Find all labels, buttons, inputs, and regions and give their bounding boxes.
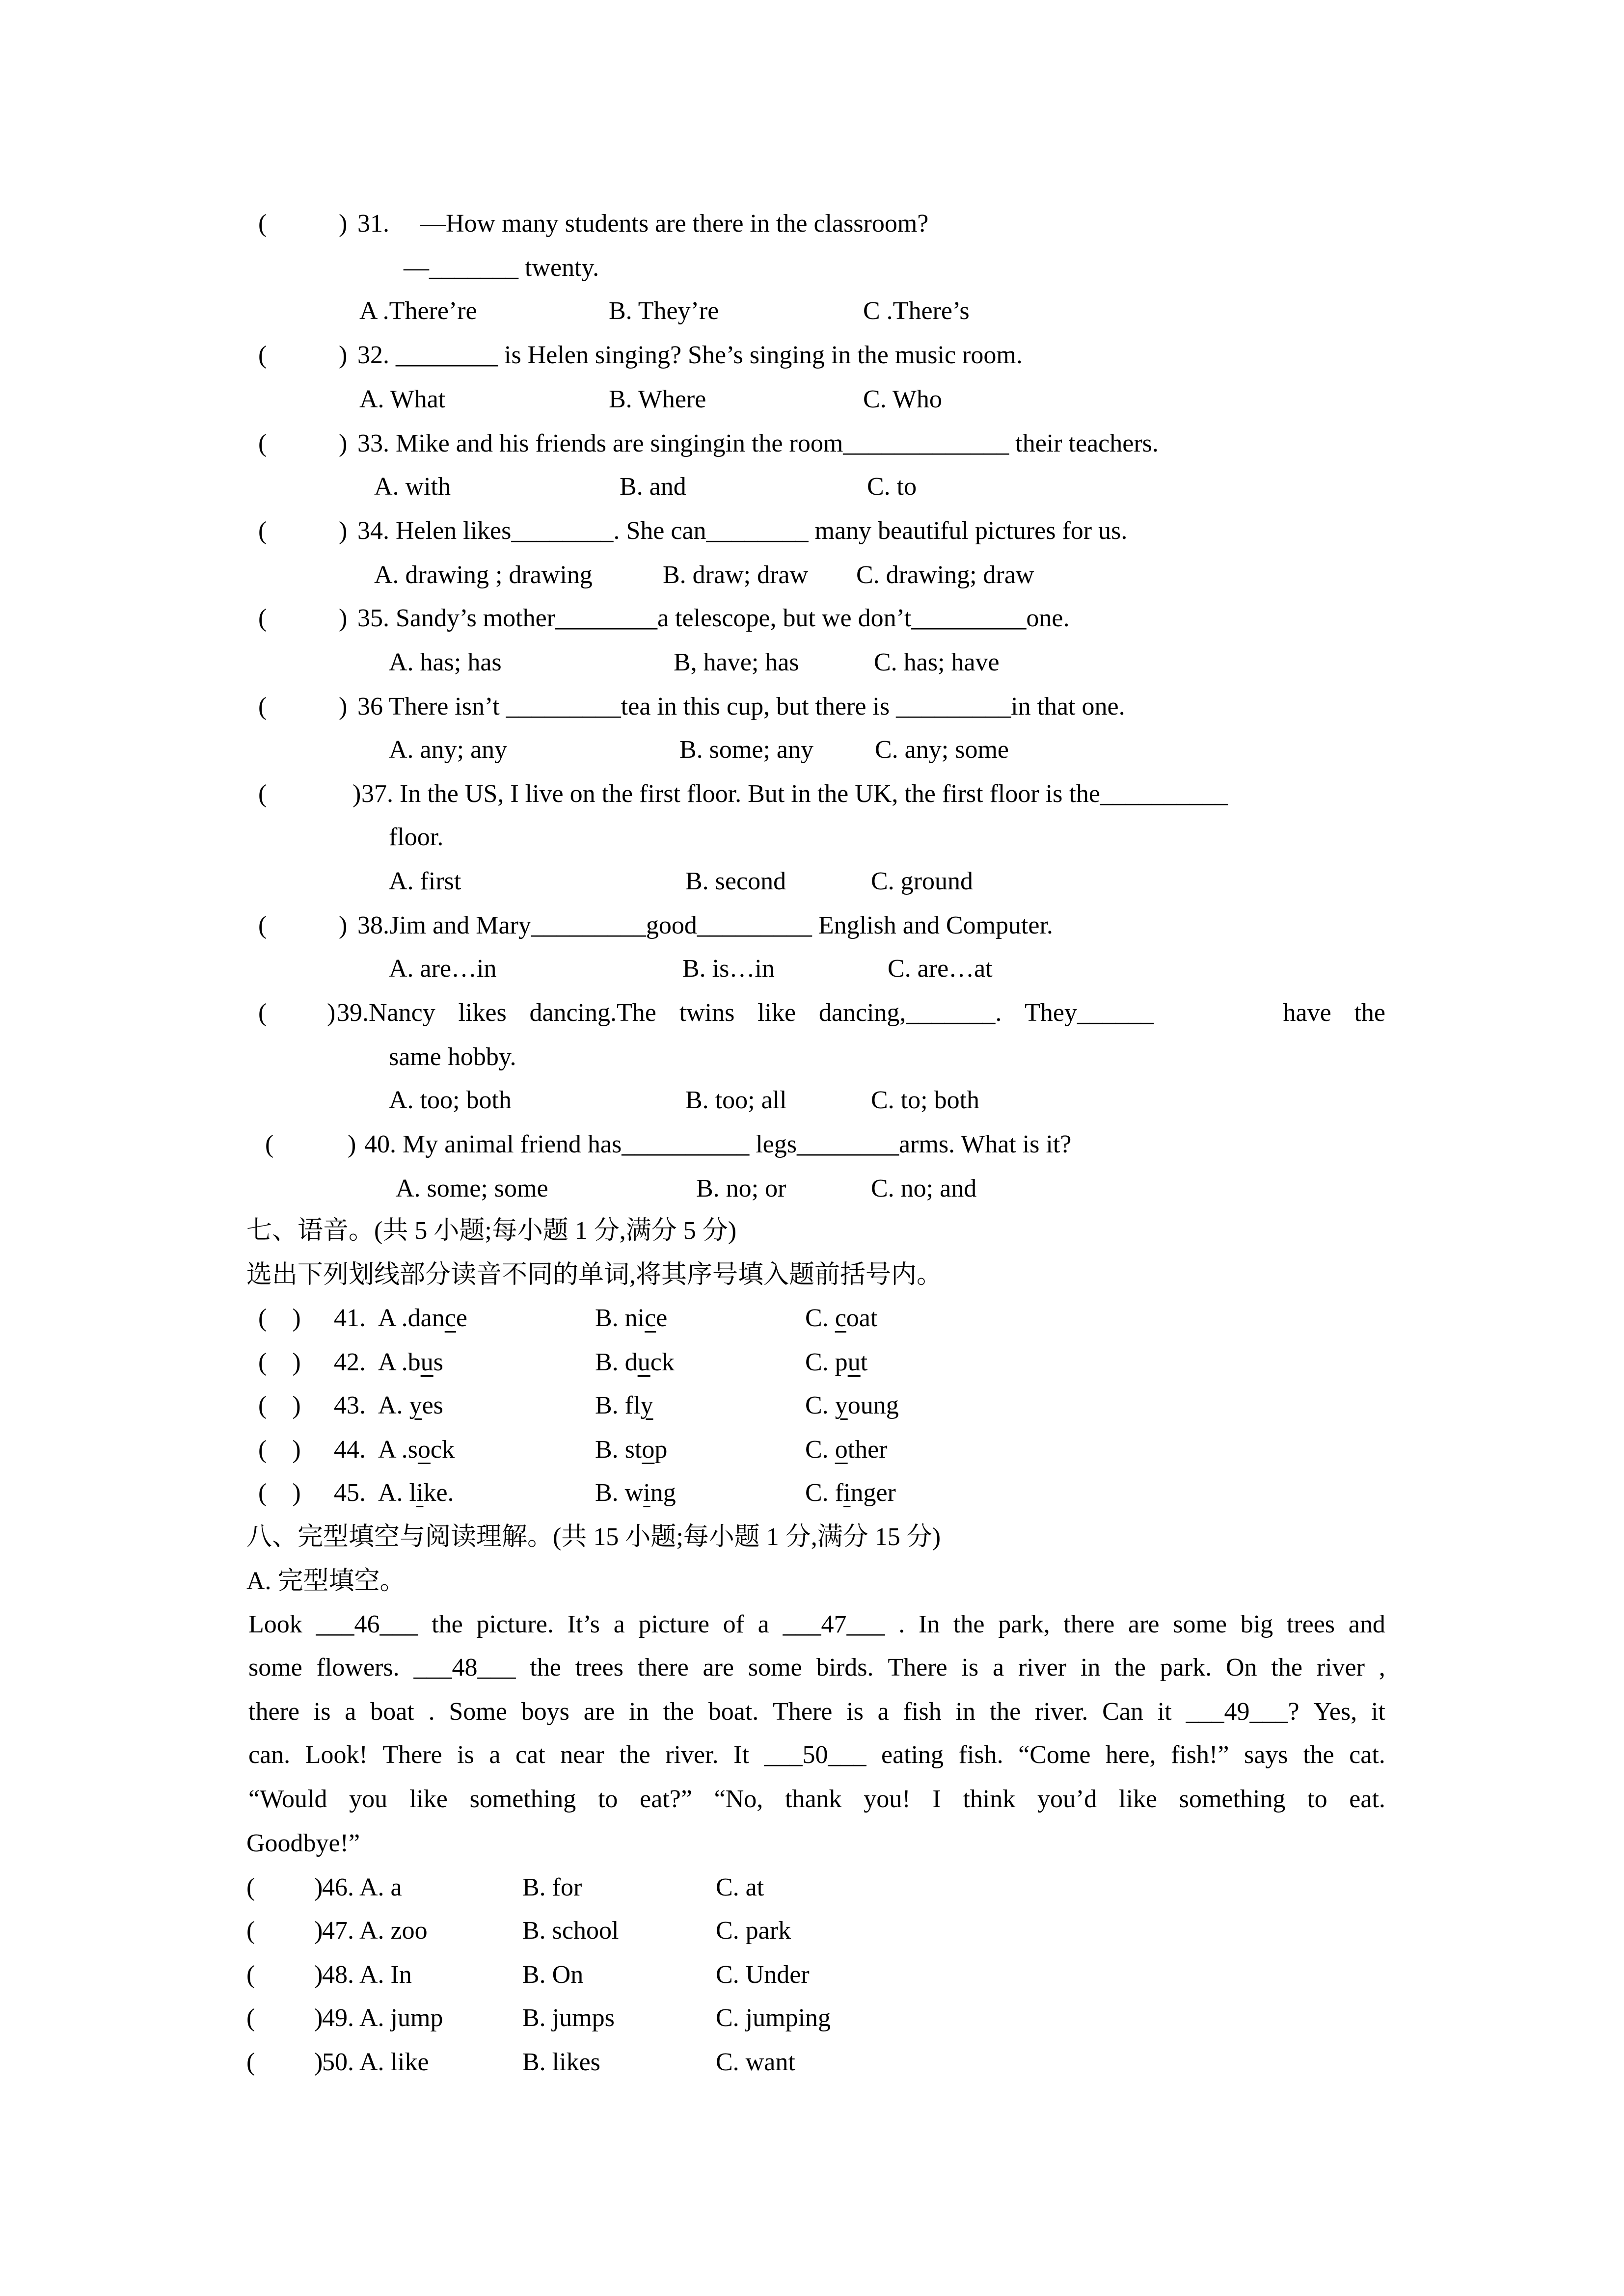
passage-word: the [432, 1610, 463, 1638]
q39-word: dancing.The [529, 999, 656, 1027]
underlined-letter: i [843, 1479, 851, 1507]
passage-word: something [1179, 1785, 1286, 1813]
passage-word: ___48___ [413, 1654, 516, 1682]
passage-word: a [993, 1654, 1004, 1682]
passage-word: are [1128, 1610, 1160, 1638]
q31-option-b: B. They’re [609, 297, 719, 325]
passage-word: the [953, 1610, 985, 1638]
option-text: C. [805, 1304, 835, 1332]
phonetics-option-b [595, 1437, 667, 1463]
q38-option-c: C. are…at [888, 955, 993, 983]
q31-option-c: C .There’s [863, 297, 970, 325]
phonetics-option-c [805, 1393, 899, 1418]
option-text: B. d [595, 1348, 638, 1376]
phonetics-option-b [595, 1480, 676, 1506]
option-text: t [860, 1348, 868, 1376]
passage-word: Some [449, 1698, 507, 1726]
passage-word: “Would [248, 1785, 327, 1813]
passage-word: cat [515, 1741, 545, 1769]
q34-option-a: A. drawing ; drawing [374, 561, 593, 589]
passage-word: There [382, 1741, 442, 1769]
passage-word: in [955, 1698, 975, 1726]
q32-paren-close: ) [339, 341, 348, 369]
q36-paren-open: ( [258, 693, 267, 721]
q40-paren-open: ( [265, 1130, 274, 1158]
cloze-option-a: A. jump [359, 2004, 443, 2032]
passage-word: the [663, 1698, 694, 1726]
cloze-option-a: A. zoo [359, 1917, 428, 1945]
passage-word: “Come [1018, 1741, 1091, 1769]
option-text: C. f [805, 1479, 843, 1507]
q38-paren-close: ) [339, 911, 348, 939]
passage-word: . [428, 1698, 435, 1726]
phonetics-option-a [378, 1480, 454, 1506]
passage-word: there [248, 1698, 299, 1726]
passage-word: It’s [567, 1610, 600, 1638]
passage-word: you! [864, 1785, 911, 1813]
passage-word: big [1240, 1610, 1273, 1638]
q32-paren-open: ( [258, 341, 267, 369]
underlined-letter: c [835, 1304, 846, 1332]
phonetics-option-a [378, 1350, 443, 1375]
passage-word: picture. [476, 1610, 554, 1638]
passage-word: Yes, [1313, 1698, 1357, 1726]
q34-paren-close: ) [339, 517, 348, 545]
passage-word: and [1348, 1610, 1385, 1638]
q31-stem: —How many students are there in the classroom? [420, 210, 929, 238]
passage-word: fish. [958, 1741, 1003, 1769]
cloze-option-b: B. for [522, 1873, 582, 1901]
underlined-letter: y [640, 1391, 653, 1419]
passage-word: trees [1286, 1610, 1335, 1638]
passage-word: some [248, 1654, 302, 1682]
phonetics-option-a [378, 1437, 455, 1463]
passage-word: it [1157, 1698, 1172, 1726]
underlined-letter: i [643, 1479, 650, 1507]
passage-word: is [961, 1654, 979, 1682]
q39-option-b: B. too; all [685, 1086, 787, 1114]
passage-word: picture [638, 1610, 709, 1638]
cloze-option-b: B. jumps [522, 2004, 615, 2032]
passage-word: river [1316, 1654, 1365, 1682]
underlined-letter: u [637, 1348, 650, 1376]
passage-word: ___46___ [316, 1610, 418, 1638]
option-text: C. p [805, 1348, 848, 1376]
q37-option-c: C. ground [871, 867, 973, 895]
passage-word: Look [248, 1610, 302, 1638]
option-text: A .b [378, 1348, 421, 1376]
option-text: e [456, 1304, 467, 1332]
cloze-option-a: A. like [359, 2048, 429, 2076]
cloze-option-c: C. Under [716, 1961, 810, 1989]
passage-word: ___50___ [764, 1741, 866, 1769]
q39-option-a: A. too; both [389, 1086, 512, 1114]
passage-word: fish!” [1171, 1741, 1229, 1769]
q37-paren-open: ( [258, 780, 267, 808]
passage-word: eat?” [640, 1785, 692, 1813]
q36-option-c: C. any; some [875, 736, 1009, 764]
q31-stem-line2: —_______ twenty. [404, 254, 599, 282]
passage-word: ___47___ [783, 1610, 885, 1638]
q40-option-c: C. no; and [871, 1175, 977, 1202]
q39-word: likes [458, 999, 507, 1027]
option-text: A .s [378, 1436, 418, 1464]
passage-word: park. [1160, 1654, 1212, 1682]
underlined-letter: o [642, 1436, 655, 1464]
passage-word: the [1303, 1741, 1334, 1769]
phonetics-paren: ( ) [258, 1436, 301, 1464]
passage-word: river. [1035, 1698, 1088, 1726]
passage-word: river [1018, 1654, 1067, 1682]
passage-word: a [489, 1741, 501, 1769]
passage-word: like [1119, 1785, 1158, 1813]
underlined-letter: i [416, 1479, 424, 1507]
q35-option-c: C. has; have [874, 648, 1000, 676]
q34-stem: 34. Helen likes________. She can________ many beautiful pictures for us. [357, 517, 1128, 545]
passage-word: Look! [305, 1741, 368, 1769]
passage-word: can. [248, 1741, 291, 1769]
underlined-letter: c [645, 1304, 656, 1332]
q39-stem [337, 1000, 1385, 1026]
passage-last-line: Goodbye!” [246, 1829, 360, 1857]
cloze-option-b: B. On [522, 1961, 584, 1989]
option-text: e [656, 1304, 668, 1332]
passage-word: river. [665, 1741, 719, 1769]
q36-option-a: A. any; any [389, 736, 508, 764]
passage-word: . [898, 1610, 905, 1638]
passage-line [248, 1742, 1385, 1768]
passage-word: fish [903, 1698, 942, 1726]
passage-word: you’d [1037, 1785, 1097, 1813]
q37-option-a: A. first [389, 867, 461, 895]
cloze-option-a: A. In [359, 1961, 412, 1989]
q35-option-b: B, have; has [674, 648, 799, 676]
passage-word: there [637, 1654, 689, 1682]
phonetics-number: 42. [334, 1348, 366, 1376]
cloze-option-c: C. at [716, 1873, 764, 1901]
q40-stem: 40. My animal friend has__________ legs________arms. What is it? [364, 1130, 1072, 1158]
cloze-paren-close: ) [314, 1917, 323, 1945]
q39-word: dancing,_______. [818, 999, 1002, 1027]
q35-paren-close: ) [339, 604, 348, 632]
passage-word: In [918, 1610, 940, 1638]
passage-word: a [613, 1610, 625, 1638]
underlined-letter: u [420, 1348, 433, 1376]
cloze-option-c: C. want [716, 2048, 795, 2076]
cloze-number: 47. [322, 1917, 354, 1945]
option-text: B. fl [595, 1391, 641, 1419]
passage-word: there [1063, 1610, 1115, 1638]
q40-paren-close: ) [348, 1130, 356, 1158]
passage-word: cat. [1349, 1741, 1385, 1769]
cloze-paren-close: ) [314, 2048, 323, 2076]
option-text: p [654, 1436, 668, 1464]
passage-line [248, 1655, 1385, 1681]
q37-stem: 37. In the US, I live on the first floor. But in the UK, the first floor is the__________ [361, 780, 1228, 808]
q33-option-a: A. with [374, 473, 451, 501]
q39-option-c: C. to; both [871, 1086, 980, 1114]
passage-word: says [1244, 1741, 1288, 1769]
cloze-option-b: B. likes [522, 2048, 600, 2076]
phonetics-paren: ( ) [258, 1479, 301, 1507]
q39-paren-close: ) [327, 999, 336, 1027]
passage-word: a [345, 1698, 356, 1726]
passage-word: eat. [1349, 1785, 1385, 1813]
section7-title: 七、语音。(共 5 小题;每小题 1 分,满分 5 分) [246, 1217, 737, 1245]
q39-gap [1177, 1000, 1260, 1026]
q39-word: 39.Nancy [337, 999, 435, 1027]
passage-word: the [530, 1654, 561, 1682]
passage-word: There [773, 1698, 833, 1726]
phonetics-option-c [805, 1480, 896, 1506]
passage-word: something [469, 1785, 576, 1813]
q33-paren-open: ( [258, 429, 267, 457]
cloze-paren-open: ( [246, 1961, 255, 1989]
passage-word: boat. [708, 1698, 759, 1726]
q33-stem: 33. Mike and his friends are singingin the room_____________ their teachers. [357, 429, 1159, 457]
q39-word: like [758, 999, 796, 1027]
passage-word: the [989, 1698, 1021, 1726]
option-text: ng [650, 1479, 676, 1507]
q39-word: They______ [1025, 999, 1154, 1027]
q37-stem-line2: floor. [389, 823, 444, 851]
option-text: C. [805, 1436, 835, 1464]
option-text: B. w [595, 1479, 644, 1507]
passage-word: is [313, 1698, 331, 1726]
q35-stem: 35. Sandy’s mother________a telescope, but we don’t_________one. [357, 604, 1070, 632]
passage-line [248, 1787, 1385, 1812]
passage-word: , [1379, 1654, 1385, 1682]
underlined-letter: c [444, 1304, 456, 1332]
phonetics-option-c [805, 1437, 888, 1463]
q31-number: 31. [357, 210, 389, 238]
q35-option-a: A. has; has [389, 648, 502, 676]
passage-word: the [619, 1741, 650, 1769]
phonetics-option-a [378, 1306, 467, 1331]
section8-title: 八、完型填空与阅读理解。(共 15 小题;每小题 1 分,满分 15 分) [246, 1523, 941, 1551]
passage-word: park, [998, 1610, 1050, 1638]
passage-word: some [1173, 1610, 1227, 1638]
cloze-paren-close: ) [314, 1961, 323, 1989]
option-text: C. [805, 1391, 835, 1419]
q31-paren-close: ) [339, 210, 348, 238]
q39-word: the [1354, 999, 1385, 1027]
cloze-option-a: A. a [359, 1873, 402, 1901]
passage-word: to [597, 1785, 618, 1813]
underlined-letter: o [835, 1436, 848, 1464]
q38-option-a: A. are…in [389, 955, 497, 983]
passage-word: like [409, 1785, 448, 1813]
passage-word: think [963, 1785, 1016, 1813]
option-text: B. ni [595, 1304, 645, 1332]
passage-word: of [723, 1610, 744, 1638]
cloze-number: 50. [322, 2048, 354, 2076]
passage-word: boat [370, 1698, 414, 1726]
option-text: A .dan [378, 1304, 445, 1332]
option-text: A. [378, 1391, 409, 1419]
passage-word: Can [1102, 1698, 1143, 1726]
passage-word: There [888, 1654, 947, 1682]
passage-word: near [560, 1741, 604, 1769]
q39-word: twins [679, 999, 735, 1027]
q32-option-c: C. Who [863, 385, 942, 413]
phonetics-number: 44. [334, 1436, 366, 1464]
passage-word: On [1225, 1654, 1257, 1682]
passage-word: eating [881, 1741, 944, 1769]
passage-word: in [629, 1698, 649, 1726]
q36-paren-close: ) [339, 693, 348, 721]
passage-word: “No, [714, 1785, 763, 1813]
cloze-paren-close: ) [314, 2004, 323, 2032]
q37-paren-close: ) [352, 780, 361, 808]
cloze-number: 46. [322, 1873, 354, 1901]
q33-paren-close: ) [339, 429, 348, 457]
phonetics-number: 43. [334, 1391, 366, 1419]
underlined-letter: o [417, 1436, 431, 1464]
q33-option-c: C. to [867, 473, 917, 501]
q38-paren-open: ( [258, 911, 267, 939]
cloze-paren-close: ) [314, 1873, 323, 1901]
q38-stem: 38.Jim and Mary_________good_________ English and Computer. [357, 911, 1053, 939]
underlined-letter: y [835, 1391, 848, 1419]
q32-option-a: A. What [359, 385, 446, 413]
phonetics-paren: ( ) [258, 1391, 301, 1419]
passage-word: the [1271, 1654, 1302, 1682]
option-text: A. l [378, 1479, 416, 1507]
cloze-number: 48. [322, 1961, 354, 1989]
option-text: ck [650, 1348, 675, 1376]
option-text: nger [850, 1479, 896, 1507]
phonetics-paren: ( ) [258, 1304, 301, 1332]
passage-word: here, [1106, 1741, 1156, 1769]
q31-option-a: A .There’re [359, 297, 477, 325]
q36-stem: 36 There isn’t _________tea in this cup, but there is _________in that one. [357, 693, 1125, 721]
passage-word: birds. [816, 1654, 874, 1682]
q36-option-b: B. some; any [679, 736, 813, 764]
q34-option-b: B. draw; draw [663, 561, 809, 589]
passage-word: are [703, 1654, 734, 1682]
q34-option-c: C. drawing; draw [856, 561, 1034, 589]
q39-word: have [1283, 999, 1331, 1027]
passage-line [248, 1699, 1385, 1725]
q39-paren-open: ( [258, 999, 267, 1027]
passage-word: flowers. [316, 1654, 400, 1682]
option-text: es [422, 1391, 443, 1419]
option-text: ther [847, 1436, 888, 1464]
option-text: ke. [423, 1479, 454, 1507]
q40-option-a: A. some; some [396, 1175, 548, 1202]
passage-word: trees [575, 1654, 623, 1682]
phonetics-number: 45. [334, 1479, 366, 1507]
passage-word: a [758, 1610, 769, 1638]
passage-line [248, 1612, 1385, 1637]
passage-word: thank [785, 1785, 842, 1813]
passage-word: are [583, 1698, 615, 1726]
phonetics-number: 41. [334, 1304, 366, 1332]
section7-instructions: 选出下列划线部分读音不同的单词,将其序号填入题前括号内。 [246, 1261, 943, 1289]
underlined-letter: u [847, 1348, 861, 1376]
passage-word: some [748, 1654, 802, 1682]
passage-word: to [1307, 1785, 1327, 1813]
option-text: oat [846, 1304, 878, 1332]
option-text: B. st [595, 1436, 642, 1464]
passage-word: is [846, 1698, 864, 1726]
cloze-option-c: C. jumping [716, 2004, 831, 2032]
passage-word: it [1371, 1698, 1385, 1726]
passage-word: I [932, 1785, 941, 1813]
passage-word: is [457, 1741, 474, 1769]
phonetics-option-c [805, 1350, 867, 1375]
option-text: s [433, 1348, 443, 1376]
phonetics-option-b [595, 1350, 675, 1375]
q38-option-b: B. is…in [682, 955, 775, 983]
phonetics-option-b [595, 1393, 653, 1418]
cloze-option-b: B. school [522, 1917, 619, 1945]
phonetics-option-b [595, 1306, 667, 1331]
passage-word: you [349, 1785, 388, 1813]
q32-option-b: B. Where [609, 385, 706, 413]
q31-paren-open: ( [258, 210, 267, 238]
q33-option-b: B. and [620, 473, 686, 501]
passage-word: a [877, 1698, 889, 1726]
passage-word: the [1114, 1654, 1146, 1682]
phonetics-option-c [805, 1306, 877, 1331]
cloze-paren-open: ( [246, 2048, 255, 2076]
passage-word: It [733, 1741, 749, 1769]
underlined-letter: y [409, 1391, 422, 1419]
passage-word: ___49___? [1186, 1698, 1299, 1726]
q35-paren-open: ( [258, 604, 267, 632]
cloze-option-c: C. park [716, 1917, 791, 1945]
q37-option-b: B. second [685, 867, 786, 895]
q39-stem-line2: same hobby. [389, 1043, 516, 1071]
option-text: oung [847, 1391, 899, 1419]
cloze-paren-open: ( [246, 1917, 255, 1945]
phonetics-option-a [378, 1393, 443, 1418]
cloze-number: 49. [322, 2004, 354, 2032]
q34-paren-open: ( [258, 517, 267, 545]
passage-word: in [1080, 1654, 1101, 1682]
passage-word: boys [521, 1698, 569, 1726]
cloze-paren-open: ( [246, 1873, 255, 1901]
cloze-paren-open: ( [246, 2004, 255, 2032]
q32-stem: 32. ________ is Helen singing? She’s singing in the music room. [357, 341, 1023, 369]
q40-option-b: B. no; or [696, 1175, 786, 1202]
section8-subtitle: A. 完型填空。 [246, 1567, 406, 1595]
option-text: ck [430, 1436, 455, 1464]
phonetics-paren: ( ) [258, 1348, 301, 1376]
